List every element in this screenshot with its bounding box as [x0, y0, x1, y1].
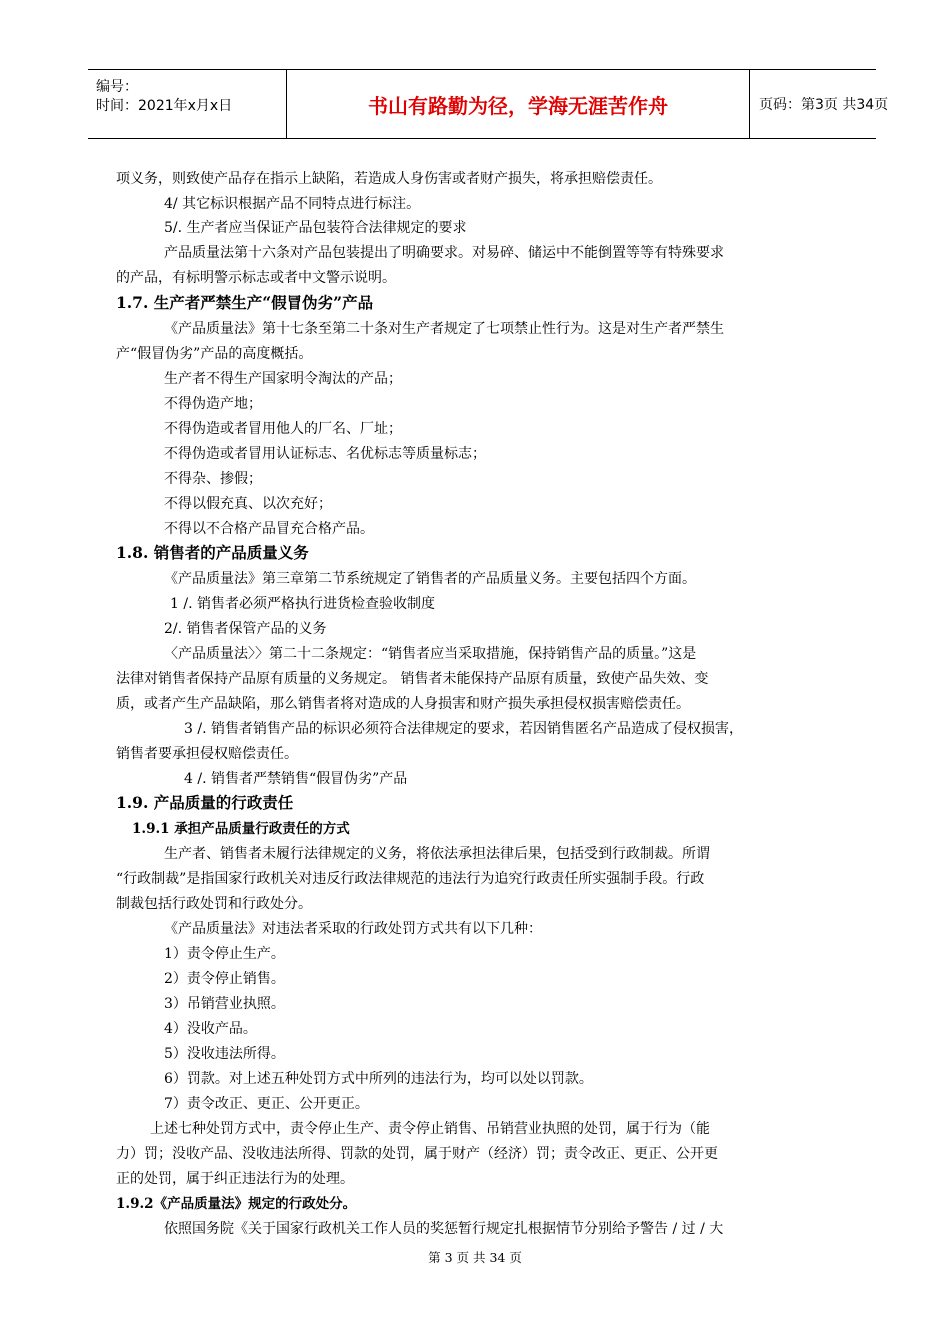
list-item: 4）没收产品。	[164, 1021, 257, 1037]
section-heading-1-9: 1.9. 产品质量的行政责任	[116, 793, 294, 812]
body-line: 正的处罚，属于纠正违法行为的处理。	[116, 1171, 354, 1187]
document-time-label: 时间：2021年x月x日	[96, 98, 233, 114]
body-line: 销售者要承担侵权赔偿责任。	[116, 746, 298, 762]
body-line: 不得以假充真、以次充好；	[164, 496, 332, 512]
body-line: 法律对销售者保持产品原有质量的义务规定。 销售者未能保持产品原有质量，致使产品失效、变	[116, 671, 709, 687]
body-line: 不得伪造或者冒用认证标志、名优标志等质量标志；	[164, 446, 486, 462]
body-line: 项义务，则致使产品存在指示上缺陷，若造成人身伤害或者财产损失，将承担赔偿责任。	[116, 171, 662, 187]
body-line: 产“假冒伪劣”产品的高度概括。	[116, 346, 313, 362]
header-meta-cell	[88, 70, 286, 138]
body-line: 《产品质量法》对违法者采取的行政处罚方式共有以下几种：	[164, 921, 542, 937]
body-line: 质，或者产生产品缺陷，那么销售者将对造成的人身损害和财产损失承担侵权损害赔偿责任。	[116, 696, 690, 712]
body-line: 不得杂、掺假；	[164, 471, 262, 487]
body-line: 生产者、销售者未履行法律规定的义务，将依法承担法律后果，包括受到行政制裁。所谓	[164, 846, 710, 862]
body-line: 不得伪造产地；	[164, 396, 262, 412]
subsection-heading-1-9-2: 1.9.2《产品质量法》规定的行政处分。	[116, 1196, 357, 1212]
body-line: 产品质量法第十六条对产品包装提出了明确要求。对易碎、储运中不能倒置等等有特殊要求	[164, 245, 724, 261]
body-line: 4 /. 销售者严禁销售“假冒伪劣”产品	[184, 771, 408, 787]
list-item: 5）没收违法所得。	[164, 1046, 285, 1062]
body-line: 不得伪造或者冒用他人的厂名、厂址；	[164, 421, 402, 437]
list-item: 1）责令停止生产。	[164, 946, 285, 962]
body-line: 《产品质量法》第三章第二节系统规定了销售者的产品质量义务。主要包括四个方面。	[164, 571, 696, 587]
list-item: 3）吊销营业执照。	[164, 996, 285, 1012]
header-motto: 书山有路勤为径，学海无涯苦作舟	[368, 94, 668, 118]
body-line: 3 /. 销售者销售产品的标识必须符合法律规定的要求，若因销售匿名产品造成了侵权损害，	[184, 721, 743, 737]
body-line: 力）罚；没收产品、没收违法所得、罚款的处罚，属于财产（经济）罚；责令改正、更正、公开更	[116, 1146, 718, 1162]
list-item: 7）责令改正、更正、公开更正。	[164, 1096, 369, 1112]
body-line: 依照国务院《关于国家行政机关工作人员的奖惩暂行规定扎根据情节分别给予警告 / 过 / 大	[164, 1221, 724, 1237]
header-page-cell	[749, 70, 889, 138]
body-line: 〈产品质量法〉〉第二十二条规定：“销售者应当采取措施，保持销售产品的质量。”这是	[164, 646, 697, 662]
section-heading-1-8: 1.8. 销售者的产品质量义务	[116, 543, 309, 562]
header-motto-cell	[286, 70, 750, 138]
body-line: 2/. 销售者保管产品的义务	[164, 621, 327, 637]
document-number-label: 编号：	[96, 79, 138, 95]
subsection-heading-1-9-1: 1.9.1 承担产品质量行政责任的方式	[132, 821, 350, 837]
body-line: 生产者不得生产国家明令淘汰的产品；	[164, 371, 402, 387]
page-header	[88, 69, 889, 139]
body-line: “行政制裁”是指国家行政机关对违反行政法律规范的违法行为追究行政责任所实强制手段。行政	[116, 871, 705, 887]
list-item: 6）罚款。对上述五种处罚方式中所列的违法行为，均可以处以罚款。	[164, 1071, 593, 1087]
section-heading-1-7: 1.7. 生产者严禁生产“假冒伪劣”产品	[116, 293, 374, 312]
body-line: 上述七种处罚方式中，责令停止生产、责令停止销售、吊销营业执照的处罚，属于行为（能	[150, 1121, 710, 1137]
body-line: 《产品质量法》第十七条至第二十条对生产者规定了七项禁止性行为。这是对生产者严禁生	[164, 321, 724, 337]
body-line: 5/. 生产者应当保证产品包装符合法律规定的要求	[164, 220, 467, 236]
body-line: 制裁包括行政处罚和行政处分。	[116, 896, 312, 912]
page-footer: 第 3 页 共 34 页	[428, 1250, 522, 1265]
list-item: 2）责令停止销售。	[164, 971, 285, 987]
body-line: 4/ 其它标识根据产品不同特点进行标注。	[164, 196, 421, 212]
body-line: 不得以不合格产品冒充合格产品。	[164, 521, 374, 537]
header-page-info: 页码：第3页 共34页	[759, 97, 889, 113]
body-line: 的产品，有标明警示标志或者中文警示说明。	[116, 270, 396, 286]
body-line: 1 /. 销售者必须严格执行进货检查验收制度	[170, 596, 435, 612]
